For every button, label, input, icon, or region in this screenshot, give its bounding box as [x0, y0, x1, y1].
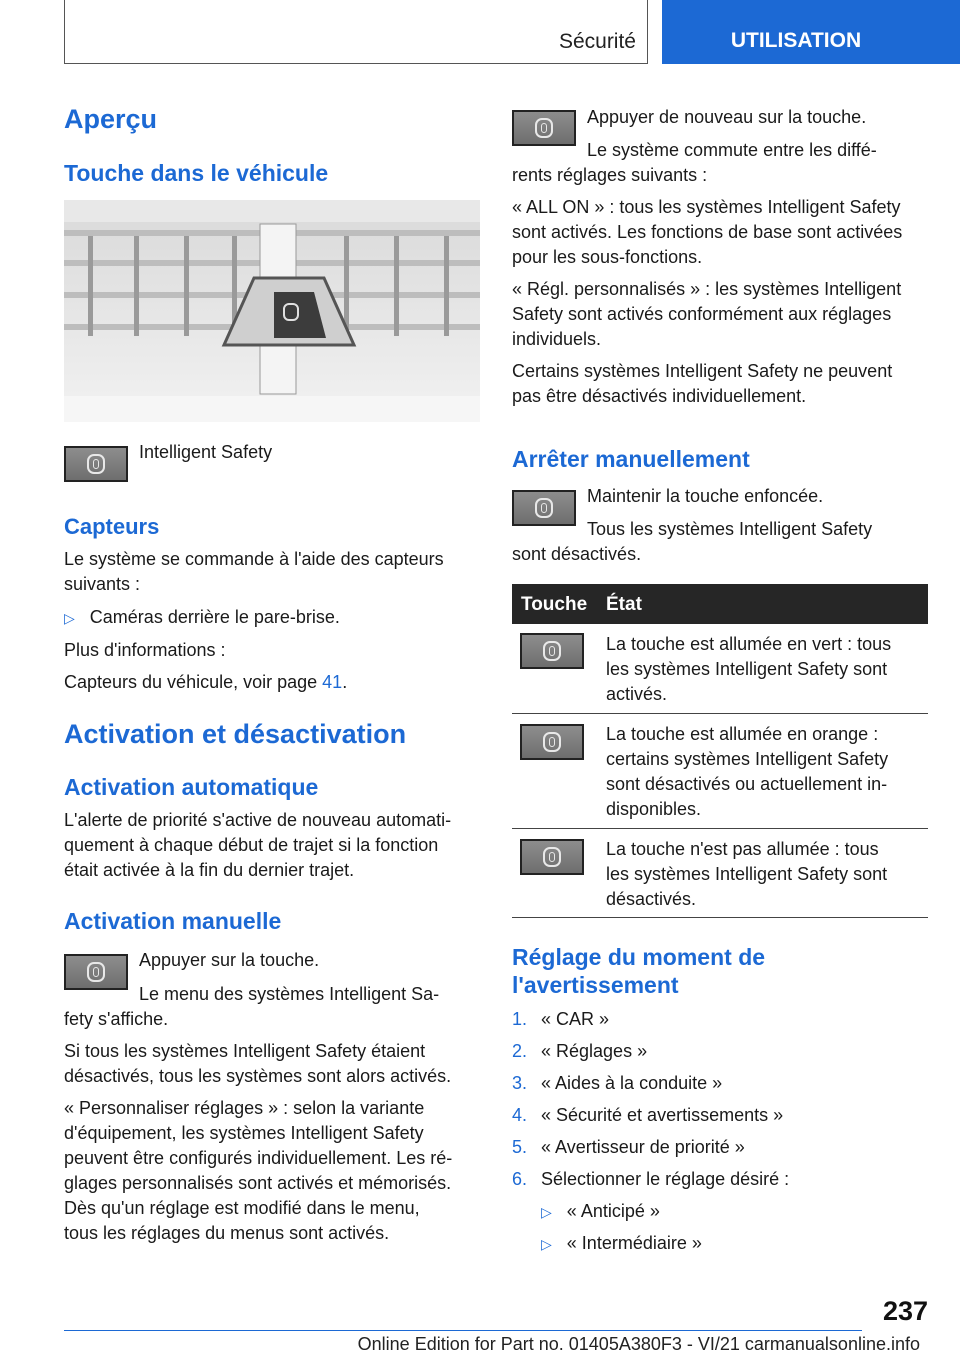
- table-row-3-line-3: désactivés.: [606, 889, 697, 909]
- button-green-image: [520, 633, 584, 669]
- intelligent-safety-icon: [543, 847, 561, 867]
- page-title: Aperçu: [64, 104, 158, 134]
- page-number: 237: [882, 1296, 928, 1326]
- regl-line-3: individuels.: [512, 329, 602, 349]
- regl-line-2: Safety sont activés conformément aux réglages: [512, 304, 892, 324]
- manual-menu-text-cont: fety s'affiche.: [64, 1009, 169, 1029]
- intelligent-safety-icon: [87, 962, 105, 982]
- step-6: 6. Sélectionner le réglage désiré :: [512, 1169, 790, 1189]
- table-row-2-line-3: sont désactivés ou actuellement in-: [606, 774, 888, 794]
- subtitle-button-vehicle: Touche dans le véhicule: [64, 160, 329, 186]
- section-title: Sécurité: [558, 30, 636, 53]
- triangle-bullet-icon: ▷: [64, 610, 75, 626]
- table-row-1-line-2: les systèmes Intelligent Safety sont: [606, 659, 888, 679]
- manual-p2-line-6: tous les réglages du menus sont activés.: [64, 1223, 390, 1243]
- sub-bullet-anticipe: ▷ « Anticipé »: [541, 1201, 660, 1221]
- triangle-bullet-icon: ▷: [541, 1236, 552, 1252]
- table-row-1-line-1: La touche est allumée en vert : tous: [606, 634, 892, 654]
- table-row-3-line-1: La touche n'est pas allumée : tous: [606, 839, 879, 859]
- step-1: 1. « CAR »: [512, 1009, 610, 1029]
- button-orange-image: [520, 724, 584, 760]
- warning-timing-heading-1: Réglage du moment de: [512, 944, 766, 970]
- allon-line-1: « ALL ON » : tous les systèmes Intelligent Safety: [512, 197, 901, 217]
- again-line-1: Appuyer de nouveau sur la touche.: [587, 107, 867, 127]
- step-4: 4. « Sécurité et avertissements »: [512, 1105, 784, 1125]
- table-row-1-line-3: activés.: [606, 684, 668, 704]
- manual-menu-text: Le menu des systèmes Intelligent Sa-: [139, 984, 440, 1004]
- off-line-2: Tous les systèmes Intelligent Safety: [587, 519, 873, 539]
- manual-activation-heading: Activation manuelle: [64, 908, 282, 934]
- table-row-3-line-2: les systèmes Intelligent Safety sont: [606, 864, 888, 884]
- auto-line-1: L'alerte de priorité s'active de nouveau automati-: [64, 810, 452, 830]
- table-divider: [512, 917, 928, 918]
- step-2: 2. « Réglages »: [512, 1041, 648, 1061]
- manual-p1-line-1: Si tous les systèmes Intelligent Safety étaient: [64, 1041, 426, 1061]
- off-line-3: sont désactivés.: [512, 544, 642, 564]
- sensors-bullet: ▷ Caméras derrière le pare-brise.: [64, 607, 340, 627]
- footer-edition: Online Edition for Part no. 01405A380F3 - VI/21 carmanualsonline.info: [357, 1334, 920, 1354]
- certains-line-2: pas être désactivés individuellement.: [512, 386, 807, 406]
- vehicle-button-photo: [64, 200, 480, 422]
- allon-line-2: sont activés. Les fonctions de base sont activées: [512, 222, 903, 242]
- intelligent-safety-icon: [535, 118, 553, 138]
- regl-line-1: « Régl. personnalisés » : les systèmes Intelligent: [512, 279, 902, 299]
- manual-p1-line-2: désactivés, tous les systèmes sont alors activés.: [64, 1066, 452, 1086]
- page-link[interactable]: 41: [322, 672, 343, 692]
- intelligent-safety-icon: [87, 454, 105, 474]
- intelligent-safety-icon: [535, 498, 553, 518]
- table-header: [512, 584, 928, 624]
- column-header-etat: État: [606, 594, 642, 615]
- manual-p2-line-1: « Personnaliser réglages » : selon la variante: [64, 1098, 425, 1118]
- intelligent-safety-button-image: [64, 954, 128, 990]
- certains-line-1: Certains systèmes Intelligent Safety ne peuvent: [512, 361, 893, 381]
- manual-p2-line-5: Dès qu'un réglage est modifié dans le menu,: [64, 1198, 420, 1218]
- triangle-bullet-icon: ▷: [541, 1204, 552, 1220]
- allon-line-3: pour les sous-fonctions.: [512, 247, 703, 267]
- tab-utilisation[interactable]: UTILISATION: [662, 0, 960, 64]
- manual-p2-line-4: glages personnalisés sont activés et mémorisés.: [64, 1173, 452, 1193]
- auto-line-2: quement à chaque début de trajet si la fonction: [64, 835, 439, 855]
- sub-bullet-intermediaire: ▷ « Intermédiaire »: [541, 1233, 702, 1253]
- again-line-2: Le système commute entre les diffé-: [587, 140, 877, 160]
- off-line-1: Maintenir la touche enfoncée.: [587, 486, 824, 506]
- table-row-2-line-2: certains systèmes Intelligent Safety: [606, 749, 889, 769]
- intelligent-safety-icon: [543, 641, 561, 661]
- column-header-touche: Touche: [521, 594, 588, 615]
- manual-press-text: Appuyer sur la touche.: [139, 950, 320, 970]
- intelligent-safety-icon: [543, 732, 561, 752]
- intelligent-safety-button-image: [512, 110, 576, 146]
- again-line-3: rents réglages suivants :: [512, 165, 708, 185]
- footer-divider: [64, 1330, 862, 1331]
- step-5: 5. « Avertisseur de priorité »: [512, 1137, 745, 1157]
- stop-manual-heading: Arrêter manuellement: [512, 446, 750, 472]
- intelligent-safety-button-image: [512, 490, 576, 526]
- warning-timing-heading-2: l'avertissement: [512, 972, 679, 998]
- sensors-text-1: Le système se commande à l'aide des capteurs: [64, 549, 444, 569]
- table-divider: [512, 828, 928, 829]
- step-3: 3. « Aides à la conduite »: [512, 1073, 723, 1093]
- table-row-2-line-4: disponibles.: [606, 799, 702, 819]
- manual-p2-line-3: peuvent être configurés individuellement. Les ré-: [64, 1148, 453, 1168]
- sensors-text-2: suivants :: [64, 574, 141, 594]
- table-divider: [512, 713, 928, 714]
- more-info-label: Plus d'informations :: [64, 640, 226, 660]
- auto-line-3: était activée à la fin du dernier trajet.: [64, 860, 355, 880]
- activation-heading: Activation et désactivation: [64, 719, 407, 749]
- auto-activation-heading: Activation automatique: [64, 774, 319, 800]
- button-caption: Intelligent Safety: [139, 442, 273, 462]
- sensors-heading: Capteurs: [64, 514, 160, 539]
- manual-p2-line-2: d'équipement, les systèmes Intelligent Safety: [64, 1123, 424, 1143]
- table-row-2-line-1: La touche est allumée en orange :: [606, 724, 879, 744]
- see-page-reference: Capteurs du véhicule, voir page 41.: [64, 672, 348, 692]
- intelligent-safety-button-image: [64, 446, 128, 482]
- button-off-image: [520, 839, 584, 875]
